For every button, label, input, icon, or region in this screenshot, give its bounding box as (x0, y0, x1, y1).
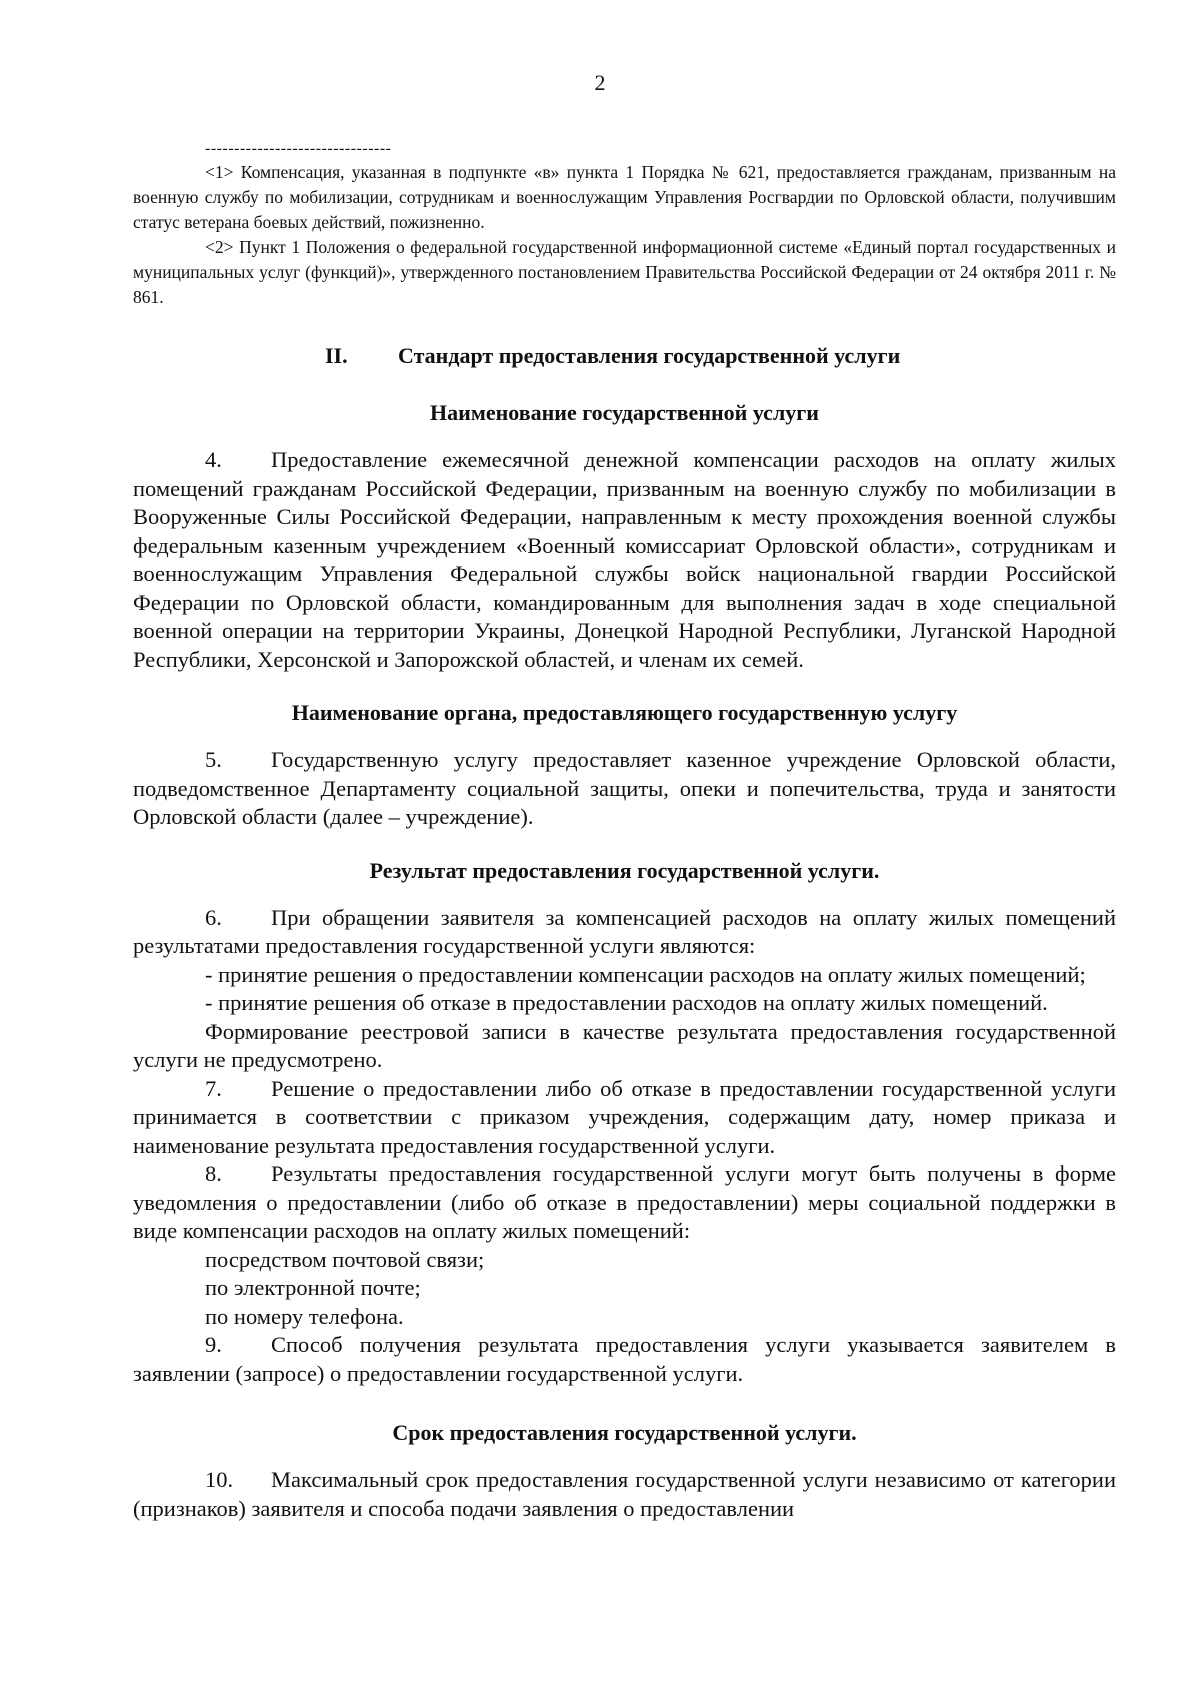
paragraph-7-text: Решение о предоставлении либо об отказе в предоставлении государственной услуги принимается в соответствии с приказом учреждения, содержащим дату, номер приказа и наименование результата предоставления государственной услуги. (133, 1075, 1116, 1158)
heading-term: Срок предоставления государственной услуги. (392, 1420, 857, 1445)
paragraph-6-item-c: Формирование реестровой записи в качестве результата предоставления государственной услуги не предусмотрено. (133, 1018, 1116, 1072)
page-number: 2 (594, 70, 606, 95)
section-number: II. (325, 343, 348, 368)
paragraph-8 (133, 1160, 1116, 1246)
heading-authority: Наименование органа, предоставляющего государственную услугу (291, 700, 958, 725)
section-heading (133, 343, 1116, 373)
footnote-1: <1> Компенсация, указанная в подпункте «в» пункта 1 Порядка № 621, предоставляется гражданам, призванным на военную службу по мобилизации, сотрудникам и военнослужащим Управления Росгвардии по Орловской области, получившим статус ветерана боевых действий, пожизненно. (133, 162, 1116, 232)
heading-result: Результат предоставления государственной услуги. (369, 857, 880, 883)
paragraph-6-item-b: - принятие решения об отказе в предоставлении расходов на оплату жилых помещений. (205, 990, 1048, 1015)
paragraph-6 (133, 904, 1116, 961)
paragraph-9-number: 9. (205, 1332, 222, 1357)
paragraph-10-text: Максимальный срок предоставления государственной услуги независимо от категории (признаков) заявителя и способа подачи заявления о предоставлении (133, 1467, 1116, 1521)
paragraph-8-item-b: по электронной почте; (205, 1275, 421, 1300)
paragraph-8-text: Результаты предоставления государственной услуги могут быть получены в форме уведомления о предоставлении (либо об отказе в предоставлении) меры социальной поддержки в виде компенсации расходов на оплату жилых помещений: (133, 1161, 1116, 1243)
paragraph-8-item-c: по номеру телефона. (205, 1303, 404, 1329)
paragraph-7-number: 7. (205, 1075, 222, 1101)
heading-service-name: Наименование государственной услуги (430, 400, 819, 425)
paragraph-8-number: 8. (205, 1161, 222, 1186)
paragraph-5-number: 5. (205, 747, 222, 772)
footnote-separator: -------------------------------- (205, 140, 392, 157)
paragraph-6-item-a: - принятие решения о предоставлении компенсации расходов на оплату жилых помещений; (205, 961, 1086, 987)
paragraph-6-number: 6. (205, 904, 222, 930)
paragraph-10-number: 10. (205, 1467, 234, 1492)
paragraph-4-number: 4. (205, 447, 222, 472)
paragraph-5-text: Государственную услугу предоставляет казенное учреждение Орловской области, подведомственное Департаменту социальной защиты, опеки и попечительства, труда и занятости Орловской области (далее – учреждение). (133, 747, 1116, 829)
paragraph-4-text: Предоставление ежемесячной денежной компенсации расходов на оплату жилых помещений гражданам Российской Федерации, призванным на военную службу по мобилизации в Вооруженные Силы Российской Федерации, направленным к месту прохождения военной службы федеральным казенным учреждением «Военный комиссариат Орловской области», сотрудникам и военнослужащим Управления Федеральной службы войск национальной гвардии Российской Федерации по Орловской области, командированным для выполнения задач в ходе специальной военной операции на территории Украины, Донецкой Народной Республики, Луганской Народной Республики, Херсонской и Запорожской областей, и членам их семей. (133, 447, 1116, 672)
footnote-2: <2> Пункт 1 Положения о федеральной государственной информационной системе «Единый портал государственных и муниципальных услуг (функций)», утвержденного постановлением Правительства Российской Федерации от 24 октября 2011 г. № 861. (133, 237, 1116, 307)
paragraph-4 (133, 446, 1116, 674)
paragraph-6-text: При обращении заявителя за компенсацией расходов на оплату жилых помещений результатами предоставления государственной услуги являются: (133, 904, 1116, 958)
paragraph-9 (133, 1331, 1116, 1388)
paragraph-7 (133, 1075, 1116, 1161)
paragraph-5 (133, 746, 1116, 832)
paragraph-10 (133, 1466, 1116, 1523)
section-title: Стандарт предоставления государственной услуги (398, 343, 901, 368)
page-content (133, 138, 1116, 1523)
paragraph-8-item-a: посредством почтовой связи; (205, 1246, 485, 1272)
paragraph-9-text: Способ получения результата предоставления услуги указывается заявителем в заявлении (запросе) о предоставлении государственной услуги. (133, 1332, 1116, 1386)
